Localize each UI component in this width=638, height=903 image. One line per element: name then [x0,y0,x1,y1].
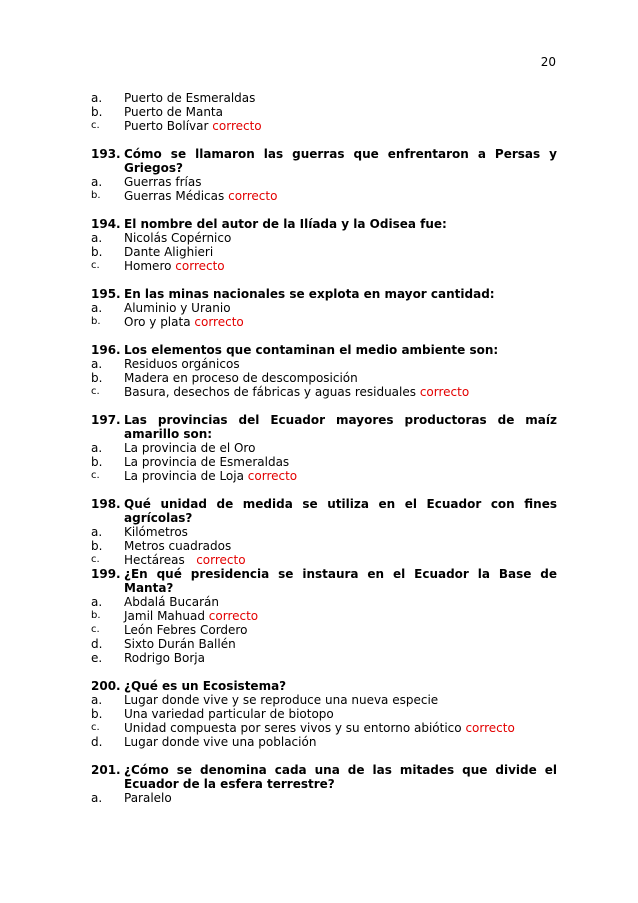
option-letter: a. [91,693,103,707]
option-letter: a. [91,525,103,539]
option-text: Homero [124,259,172,273]
question-text-line: Qué unidad de medida se utiliza en el Ecuador con fines [124,497,557,511]
question-heading [91,217,557,231]
correct-marker: correcto [419,385,470,399]
answer-option [91,693,557,707]
question-heading [91,343,557,357]
option-letter: c. [91,386,100,397]
question-text-line: ¿Qué es un Ecosistema? [124,679,287,693]
answer-option [91,553,557,567]
answer-option [91,105,557,119]
option-text: La provincia de Loja [124,469,244,483]
question-heading [91,287,557,301]
option-letter: b. [91,455,103,469]
question-block-199 [91,567,557,665]
answer-option [91,707,557,721]
question-block-continued [91,91,557,133]
option-letter: d. [91,735,103,749]
option-letter: b. [91,707,103,721]
answer-option [91,119,557,133]
answer-option [91,245,557,259]
question-block-194 [91,217,557,273]
answer-option [91,175,557,189]
question-text-line: amarillo son: [124,427,213,441]
option-letter: a. [91,791,103,805]
correct-marker: correcto [228,189,278,203]
question-number: 195. [91,287,121,301]
correct-marker: correcto [208,609,259,623]
option-letter: b. [91,610,101,621]
answer-option [91,469,557,483]
option-letter: a. [91,175,103,189]
option-letter: c. [91,722,100,733]
question-number: 199. [91,567,121,581]
answer-option [91,315,557,329]
option-text: Nicolás Copérnico [124,231,232,245]
option-letter: e. [91,651,103,665]
option-letter: c. [91,470,100,481]
question-text-line: agrícolas? [124,511,193,525]
correct-marker: correcto [175,259,225,273]
answer-option [91,455,557,469]
answer-option [91,259,557,273]
option-letter: b. [91,105,103,119]
answer-option [91,357,557,371]
option-text: Una variedad particular de biotopo [124,707,334,721]
question-number: 200. [91,679,121,693]
question-number: 198. [91,497,121,511]
option-text: La provincia de Esmeraldas [124,455,290,469]
question-number: 193. [91,147,121,161]
answer-option [91,91,557,105]
option-text: Guerras frías [124,175,202,189]
option-text: Madera en proceso de descomposición [124,371,358,385]
option-text: Lugar donde vive una población [124,735,317,749]
answer-option [91,371,557,385]
answer-option [91,721,557,735]
correct-marker: correcto [196,553,246,567]
option-text: Basura, desechos de fábricas y aguas residuales [124,385,416,399]
question-text-line: El nombre del autor de la Ilíada y la Odisea fue: [124,217,447,231]
option-letter: a. [91,357,103,371]
correct-marker: correcto [247,469,298,483]
option-letter: a. [91,441,103,455]
question-block-198 [91,497,557,567]
option-text: Metros cuadrados [124,539,232,553]
option-letter: c. [91,554,100,565]
page-number: 20 [540,55,556,69]
option-text: Rodrigo Borja [124,651,205,665]
option-letter: b. [91,316,101,327]
option-letter: a. [91,595,103,609]
option-letter: a. [91,301,103,315]
option-text: Residuos orgánicos [124,357,240,371]
question-block-197 [91,413,557,483]
answer-option [91,609,557,623]
option-letter: c. [91,120,100,131]
option-text: Puerto de Esmeraldas [124,91,256,105]
answer-option [91,189,557,203]
answer-option [91,623,557,637]
option-text: La provincia de el Oro [124,441,256,455]
option-text: Guerras Médicas [124,189,225,203]
option-text: Unidad compuesta por seres vivos y su entorno abiótico [124,721,462,735]
option-letter: c. [91,260,100,271]
answer-option [91,441,557,455]
question-text-line: Ecuador de la esfera terrestre? [124,777,335,791]
question-number: 197. [91,413,121,427]
answer-option [91,637,557,651]
quiz-content [91,91,557,819]
option-letter: a. [91,91,103,105]
correct-marker: correcto [194,315,244,329]
answer-option [91,539,557,553]
option-letter: b. [91,190,101,201]
option-text: Hectáreas [124,553,185,567]
option-text: Puerto Bolívar [124,119,209,133]
option-text: Abdalá Bucarán [124,595,219,609]
question-block-193 [91,147,557,203]
question-text-line: ¿Cómo se denomina cada una de las mitades que divide el [124,763,557,777]
question-block-200 [91,679,557,749]
question-block-195 [91,287,557,329]
answer-option [91,385,557,399]
question-block-201 [91,763,557,805]
answer-option [91,735,557,749]
question-heading [91,147,557,175]
option-text: Puerto de Manta [124,105,223,119]
answer-option [91,525,557,539]
option-text: Aluminio y Uranio [124,301,231,315]
question-number: 196. [91,343,121,357]
question-heading [91,679,557,693]
option-text: León Febres Cordero [124,623,248,637]
question-heading [91,567,557,595]
question-number: 194. [91,217,121,231]
option-letter: b. [91,371,103,385]
option-text: Sixto Durán Ballén [124,637,236,651]
question-text-line: Cómo se llamaron las guerras que enfrentaron a Persas y [124,147,557,161]
option-text: Paralelo [124,791,172,805]
answer-option [91,651,557,665]
option-letter: a. [91,231,103,245]
question-text-line: Las provincias del Ecuador mayores productoras de maíz [124,413,557,427]
question-block-196 [91,343,557,399]
answer-option [91,301,557,315]
option-text: Jamil Mahuad [124,609,205,623]
question-text-line: Manta? [124,581,174,595]
answer-option [91,791,557,805]
option-text: Kilómetros [124,525,188,539]
option-text: Lugar donde vive y se reproduce una nueva especie [124,693,439,707]
option-letter: b. [91,539,103,553]
question-heading [91,413,557,441]
question-text-line: ¿En qué presidencia se instaura en el Ecuador la Base de [124,567,557,581]
question-text-line: En las minas nacionales se explota en mayor cantidad: [124,287,495,301]
answer-option [91,231,557,245]
correct-marker: correcto [212,119,262,133]
option-letter: c. [91,624,100,635]
question-heading [91,497,557,525]
option-letter: b. [91,245,103,259]
answer-option [91,595,557,609]
option-text: Oro y plata [124,315,191,329]
question-text-line: Griegos? [124,161,183,175]
question-text-line: Los elementos que contaminan el medio ambiente son: [124,343,499,357]
question-heading [91,763,557,791]
option-letter: d. [91,637,103,651]
option-text: Dante Alighieri [124,245,214,259]
correct-marker: correcto [465,721,515,735]
question-number: 201. [91,763,121,777]
